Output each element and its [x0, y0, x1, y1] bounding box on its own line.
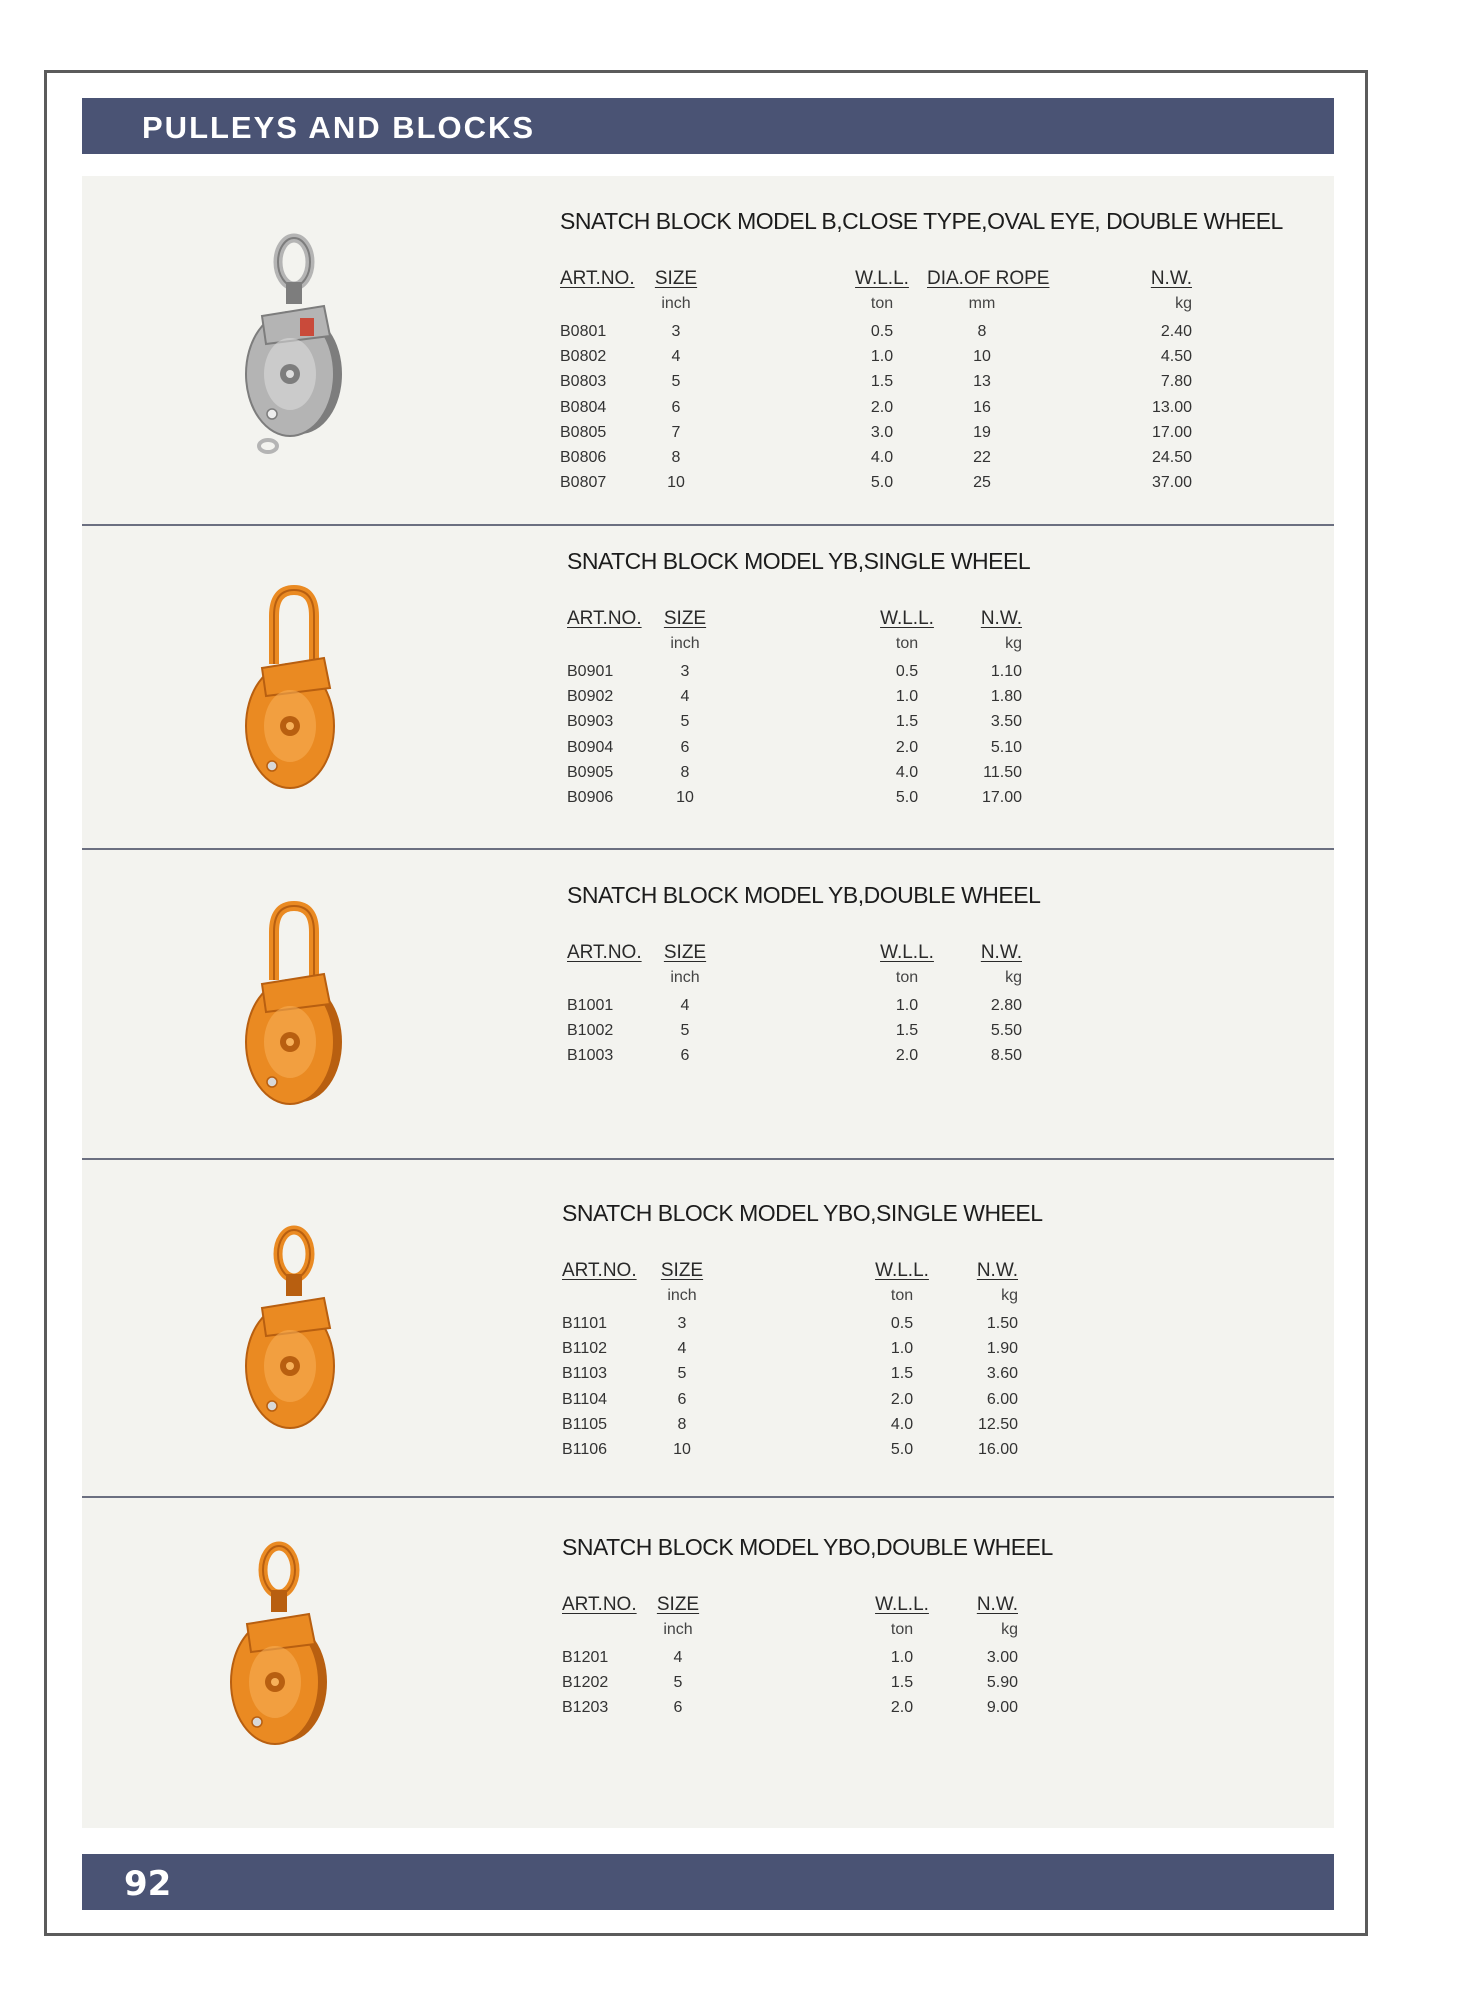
table-cell: 3 — [680, 663, 690, 680]
table-cell: 11.50 — [983, 763, 1022, 781]
page-title: PULLEYS AND BLOCKS — [142, 110, 536, 145]
table-cell: 4 — [677, 1340, 687, 1358]
table-cell: B1104 — [562, 1390, 608, 1408]
product-title: SNATCH BLOCK MODEL YBO,SINGLE WHEEL — [562, 1200, 1043, 1226]
table-cell: 4.0 — [870, 449, 894, 466]
column-header: DIA.OF ROPE — [927, 268, 1050, 289]
column-header: ART.NO. — [560, 268, 635, 289]
table-cell: 17.00 — [1151, 423, 1192, 441]
product-title: SNATCH BLOCK MODEL YBO,DOUBLE WHEEL — [562, 1534, 1053, 1560]
table-cell: 5 — [677, 1365, 687, 1383]
table-cell: 5.0 — [890, 1441, 914, 1458]
unit-label: inch — [661, 295, 691, 312]
table-cell: 4.0 — [890, 1415, 914, 1433]
header-bar — [82, 98, 1334, 154]
table-cell: 19 — [973, 423, 991, 441]
column-header: SIZE — [663, 942, 707, 963]
product-title: SNATCH BLOCK MODEL B,CLOSE TYPE,OVAL EYE, DOUBLE WHEEL — [560, 208, 1283, 234]
table-cell: 1.0 — [890, 1340, 914, 1358]
product-section — [82, 1160, 1334, 1498]
table-cell: B0804 — [560, 398, 607, 416]
table-cell: 5.10 — [990, 738, 1022, 756]
table-cell: 5 — [673, 1674, 683, 1692]
table-cell: B1202 — [562, 1674, 609, 1692]
product-image — [232, 892, 372, 1127]
table-cell: B1103 — [562, 1365, 608, 1383]
product-title: SNATCH BLOCK MODEL YB,DOUBLE WHEEL — [567, 882, 1041, 908]
table-cell: 3 — [677, 1315, 687, 1332]
table-cell: 1.5 — [895, 1022, 919, 1040]
product-image — [232, 1216, 372, 1451]
table-cell: 8.50 — [990, 1047, 1022, 1065]
table-cell: B1105 — [562, 1415, 608, 1433]
table-cell: 1.5 — [870, 373, 894, 391]
column-header: N.W. — [976, 1594, 1018, 1615]
table-cell: 8 — [671, 449, 681, 466]
table-cell: 16 — [973, 398, 991, 416]
column-header: ART.NO. — [562, 1594, 637, 1615]
table-cell: 5 — [680, 713, 690, 731]
unit-label: ton — [890, 1621, 914, 1638]
table-cell: 6 — [677, 1390, 687, 1408]
table-cell: 4 — [680, 688, 690, 706]
table-cell: 5.0 — [870, 474, 894, 492]
table-cell: 2.0 — [890, 1699, 914, 1717]
table-cell: B0805 — [560, 423, 607, 441]
table-cell: B0807 — [560, 474, 607, 492]
table-cell: 5.0 — [895, 789, 919, 806]
table-cell: 6 — [680, 738, 690, 756]
column-header: N.W. — [976, 1260, 1018, 1281]
table-cell: B0901 — [567, 663, 614, 680]
column-header: W.L.L. — [855, 268, 909, 289]
table-cell: 3.60 — [986, 1365, 1018, 1383]
table-cell: 0.5 — [890, 1315, 914, 1332]
table-cell: 10 — [973, 348, 991, 366]
table-cell: B1106 — [562, 1441, 608, 1458]
table-cell: 2.0 — [895, 1047, 919, 1065]
unit-label: kg — [1001, 1621, 1018, 1638]
unit-label: ton — [870, 295, 894, 312]
table-cell: B0803 — [560, 373, 607, 391]
table-cell: 1.10 — [990, 663, 1022, 680]
product-image — [232, 576, 372, 811]
table-cell: 2.80 — [990, 997, 1022, 1014]
table-cell: 7 — [671, 423, 681, 441]
table-cell: 24.50 — [1151, 449, 1192, 466]
column-header: W.L.L. — [875, 1594, 929, 1615]
product-section — [82, 850, 1334, 1160]
table-cell: 1.0 — [870, 348, 894, 366]
product-section — [82, 1498, 1334, 1828]
table-cell: 9.00 — [986, 1699, 1018, 1717]
product-title: SNATCH BLOCK MODEL YB,SINGLE WHEEL — [567, 548, 1031, 574]
product-section — [82, 526, 1334, 850]
table-cell: 1.0 — [890, 1649, 914, 1666]
table-cell: 3.00 — [986, 1649, 1018, 1666]
table-cell: B1102 — [562, 1340, 608, 1358]
table-cell: 10 — [673, 1441, 691, 1458]
table-cell: 13.00 — [1151, 398, 1192, 416]
table-cell: 5 — [680, 1022, 690, 1040]
table-cell: B1201 — [562, 1649, 609, 1666]
column-header: N.W. — [1150, 268, 1192, 289]
product-section — [82, 176, 1334, 526]
column-header: N.W. — [980, 942, 1022, 963]
table-cell: 10 — [667, 474, 685, 492]
column-header: SIZE — [656, 1594, 700, 1615]
table-cell: 4.0 — [895, 763, 919, 781]
table-cell: 2.0 — [890, 1390, 914, 1408]
table-cell: 7.80 — [1160, 373, 1192, 391]
table-cell: 1.0 — [895, 997, 919, 1014]
table-cell: 1.5 — [895, 713, 919, 731]
table-cell: 12.50 — [977, 1415, 1018, 1433]
table-cell: 4 — [680, 997, 690, 1014]
table-cell: 2.0 — [895, 738, 919, 756]
table-cell: 5 — [671, 373, 681, 391]
table-cell: 4 — [671, 348, 681, 366]
table-cell: 2.0 — [870, 398, 894, 416]
column-header: N.W. — [980, 608, 1022, 629]
product-image — [232, 224, 372, 459]
table-cell: B1203 — [562, 1699, 609, 1717]
table-cell: B0902 — [567, 688, 614, 706]
table-cell: 8 — [680, 763, 690, 781]
table-cell: 3.50 — [990, 713, 1022, 731]
catalog-content — [82, 176, 1334, 1828]
unit-label: inch — [663, 1621, 693, 1638]
table-cell: B1101 — [562, 1315, 608, 1332]
column-header: ART.NO. — [562, 1260, 637, 1281]
table-cell: 3 — [671, 323, 681, 340]
column-header: SIZE — [663, 608, 707, 629]
unit-label: inch — [670, 969, 700, 986]
unit-label: ton — [895, 969, 919, 986]
table-cell: 6 — [673, 1699, 683, 1717]
unit-label: ton — [890, 1287, 914, 1304]
table-cell: B0906 — [567, 789, 614, 806]
unit-label: kg — [1005, 635, 1022, 652]
table-cell: 13 — [973, 373, 991, 391]
product-image — [217, 1532, 357, 1767]
table-cell: 5.90 — [986, 1674, 1018, 1692]
table-cell: 6.00 — [986, 1390, 1018, 1408]
column-header: W.L.L. — [880, 608, 934, 629]
table-cell: 1.0 — [895, 688, 919, 706]
table-cell: 6 — [680, 1047, 690, 1065]
table-cell: 8 — [977, 323, 987, 340]
table-cell: 22 — [973, 449, 991, 466]
table-cell: 16.00 — [977, 1441, 1018, 1458]
unit-label: kg — [1175, 295, 1192, 312]
unit-label: kg — [1001, 1287, 1018, 1304]
table-cell: B0806 — [560, 449, 607, 466]
unit-label: kg — [1005, 969, 1022, 986]
table-cell: 3.0 — [870, 423, 894, 441]
table-cell: 17.00 — [981, 789, 1022, 806]
table-cell: 1.50 — [986, 1315, 1018, 1332]
column-header: W.L.L. — [875, 1260, 929, 1281]
unit-label: ton — [895, 635, 919, 652]
table-cell: B0905 — [567, 763, 614, 781]
unit-label: mm — [968, 295, 996, 312]
table-cell: 1.80 — [990, 688, 1022, 706]
table-cell: 4 — [673, 1649, 683, 1666]
column-header: SIZE — [654, 268, 698, 289]
table-cell: 25 — [973, 474, 991, 492]
table-cell: 0.5 — [895, 663, 919, 680]
table-cell: 1.90 — [986, 1340, 1018, 1358]
column-header: W.L.L. — [880, 942, 934, 963]
table-cell: B0903 — [567, 713, 614, 731]
table-cell: 10 — [676, 789, 694, 806]
table-cell: B0904 — [567, 738, 614, 756]
table-cell: 8 — [677, 1415, 687, 1433]
table-cell: B0802 — [560, 348, 607, 366]
table-cell: 1.5 — [890, 1365, 914, 1383]
footer-bar — [82, 1854, 1334, 1910]
table-cell: 6 — [671, 398, 681, 416]
table-cell: B1002 — [567, 1022, 614, 1040]
table-cell: 4.50 — [1160, 348, 1192, 366]
table-cell: B1003 — [567, 1047, 614, 1065]
column-header: ART.NO. — [567, 608, 642, 629]
table-cell: 0.5 — [870, 323, 894, 340]
table-cell: B1001 — [567, 997, 614, 1014]
column-header: SIZE — [660, 1260, 704, 1281]
table-cell: B0801 — [560, 323, 607, 340]
unit-label: inch — [667, 1287, 697, 1304]
column-header: ART.NO. — [567, 942, 642, 963]
table-cell: 37.00 — [1151, 474, 1192, 492]
table-cell: 2.40 — [1160, 323, 1192, 340]
table-cell: 5.50 — [990, 1022, 1022, 1040]
unit-label: inch — [670, 635, 700, 652]
table-cell: 1.5 — [890, 1674, 914, 1692]
page-number: 92 — [124, 1864, 172, 1904]
